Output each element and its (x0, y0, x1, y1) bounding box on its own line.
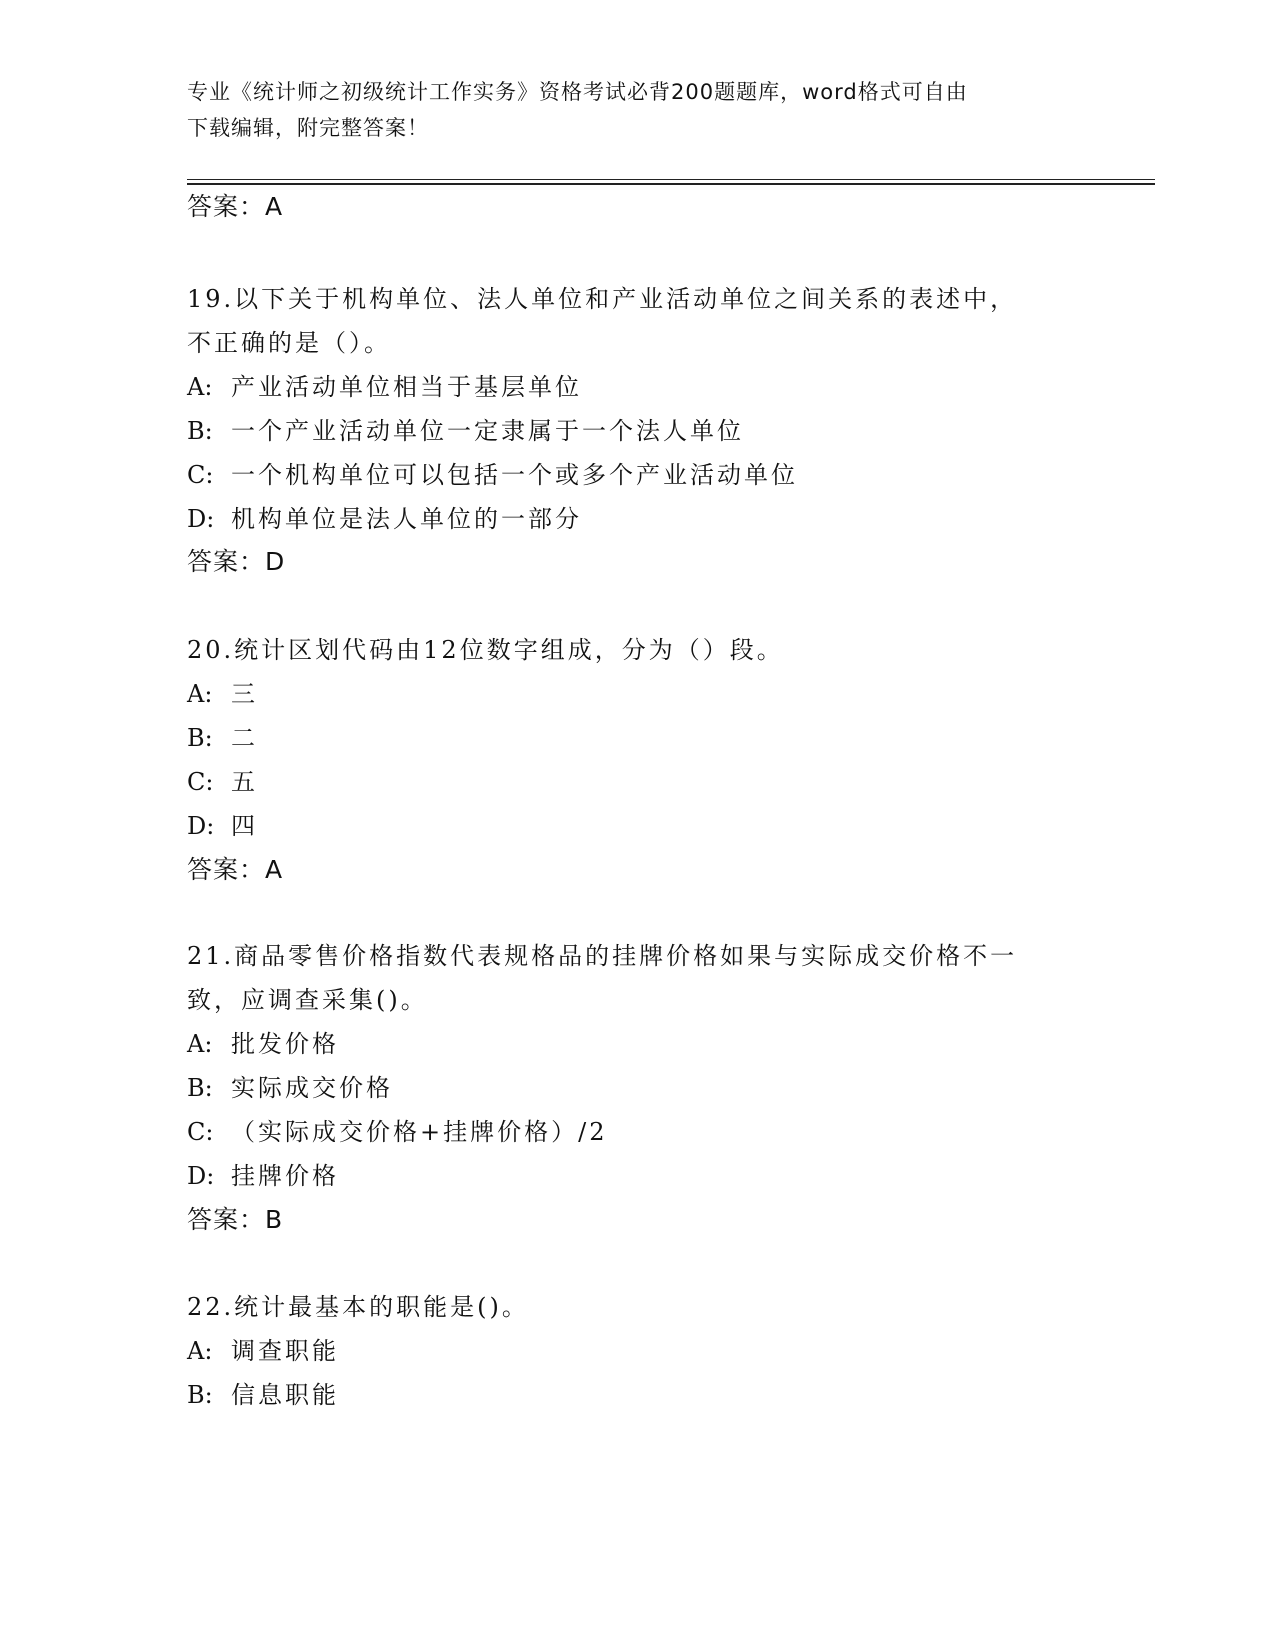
option-d (187, 811, 258, 841)
question-stem-line-1: 19.以下关于机构单位、法人单位和产业活动单位之间关系的表述中， (187, 285, 1018, 313)
option-label: C: (187, 461, 214, 489)
previous-answer: 答案：A (187, 192, 284, 221)
header-divider-thin (187, 179, 1155, 180)
option-label: B: (187, 724, 213, 752)
option-label: C: (187, 768, 214, 796)
option-label: C: (187, 1118, 214, 1146)
header-line-1: 专业《统计师之初级统计工作实务》资格考试必背200题题库，word格式可自由 (187, 80, 968, 104)
option-label: A: (187, 680, 213, 708)
option-b (187, 1380, 339, 1410)
option-text: 挂牌价格 (231, 1162, 339, 1190)
option-a (187, 1029, 339, 1059)
option-text: 机构单位是法人单位的一部分 (231, 505, 582, 533)
document-header (187, 74, 1067, 146)
header-divider-thick (187, 183, 1155, 185)
option-d (187, 1161, 339, 1191)
question-stem-line-1: 20.统计区划代码由12位数字组成，分为（）段。 (187, 636, 784, 664)
option-text: 调查职能 (231, 1337, 339, 1365)
option-text: 三 (231, 680, 258, 708)
option-label: B: (187, 1074, 213, 1102)
option-c (187, 1117, 607, 1147)
option-a (187, 1336, 339, 1366)
option-b (187, 1073, 393, 1103)
option-label: A: (187, 1030, 213, 1058)
answer: 答案：A (187, 855, 284, 884)
question-stem-line-2: 不正确的是（）。 (187, 329, 391, 357)
option-text: 四 (231, 812, 258, 840)
option-b (187, 723, 258, 753)
option-label: B: (187, 417, 213, 445)
option-a (187, 372, 582, 402)
question-stem-line-1: 21.商品零售价格指数代表规格品的挂牌价格如果与实际成交价格不一 (187, 942, 1018, 970)
option-label: D: (187, 1162, 215, 1190)
option-text: 一个机构单位可以包括一个或多个产业活动单位 (231, 461, 798, 489)
option-text: 实际成交价格 (231, 1074, 393, 1102)
header-line-2: 下载编辑，附完整答案！ (187, 116, 429, 140)
option-text: 信息职能 (231, 1381, 339, 1409)
option-label: A: (187, 1337, 213, 1365)
option-a (187, 679, 258, 709)
option-text: 一个产业活动单位一定隶属于一个法人单位 (231, 417, 744, 445)
option-label: B: (187, 1381, 213, 1409)
option-label: D: (187, 505, 215, 533)
option-text: 五 (231, 768, 258, 796)
answer: 答案：B (187, 1205, 284, 1234)
option-label: D: (187, 812, 215, 840)
option-label: A: (187, 373, 213, 401)
option-text: 批发价格 (231, 1030, 339, 1058)
option-text: （实际成交价格+挂牌价格）/2 (231, 1118, 608, 1146)
option-b (187, 416, 744, 446)
answer: 答案：D (187, 547, 286, 576)
option-text: 产业活动单位相当于基层单位 (231, 373, 582, 401)
question-stem-line-1: 22.统计最基本的职能是()。 (187, 1293, 529, 1321)
option-text: 二 (231, 724, 258, 752)
question-stem-line-2: 致，应调查采集()。 (187, 986, 428, 1014)
option-c (187, 767, 258, 797)
option-c (187, 460, 798, 490)
option-d (187, 504, 582, 534)
